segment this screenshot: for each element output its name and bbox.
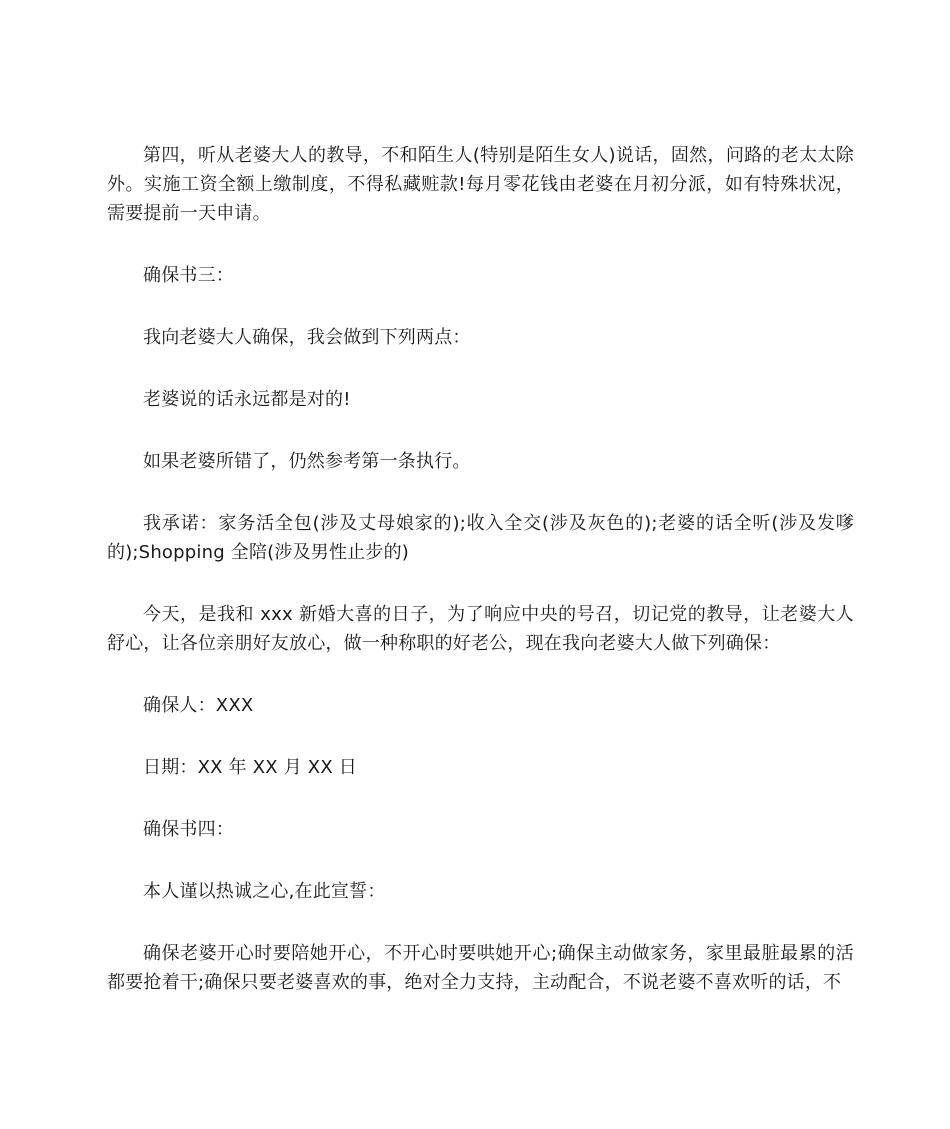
wedding-day-paragraph: 今天，是我和 xxx 新婚大喜的日子，为了响应中央的号召，切记党的教导，让老婆大人舒心，让各位亲朋好友放心，做一种称职的好老公，现在我向老婆大人做下列确保： [107,604,854,654]
date-line: 日期：XX 年 XX 月 XX 日 [143,757,357,778]
promise-paragraph: 我承诺：家务活全包(涉及丈母娘家的);收入全交(涉及灰色的);老婆的话全听(涉及发嗲的);Shopping 全陪(涉及男性止步的) [107,513,854,563]
section-heading-3: 确保书三： [143,265,234,286]
oath-paragraph: 确保老婆开心时要陪她开心，不开心时要哄她开心;确保主动做家务，家里最脏最累的活都要抢着干;确保只要老婆喜欢的事，绝对全力支持，主动配合，不说老婆不喜欢听的话，不 [107,943,854,993]
document-body [107,141,854,997]
pledge-point-1: 老婆说的话永远都是对的! [143,389,351,410]
section-heading-4: 确保书四： [143,819,234,840]
pledge-point-2: 如果老婆所错了，仍然参考第一条执行。 [143,451,471,472]
oath-intro: 本人谨以热诚之心,在此宣誓： [143,881,386,902]
paragraph-item-4: 第四，听从老婆大人的教导，不和陌生人(特别是陌生女人)说话，固然，问路的老太太除外。实施工资全额上缴制度，不得私藏赃款!每月零花钱由老婆在月初分派，如有特殊状况，需要提前一天申请。 [107,145,854,224]
guarantor-line: 确保人：XXX [143,695,254,716]
pledge-intro: 我向老婆大人确保，我会做到下列两点： [143,327,471,348]
